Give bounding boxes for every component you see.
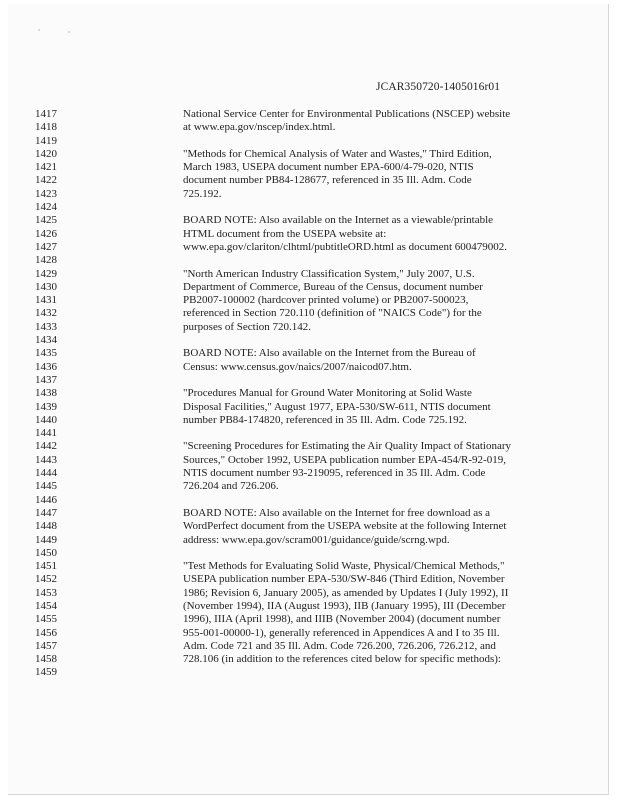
line-number: 1421	[35, 161, 57, 174]
line-number: 1424	[35, 201, 57, 214]
text-line: address: www.epa.gov/scram001/guidance/guide/scrng.wpd.	[183, 533, 450, 546]
text-line: 728.106 (in addition to the references cited below for specific methods):	[183, 653, 501, 666]
document-page	[8, 4, 609, 795]
line-number: 1419	[35, 134, 57, 147]
text-line: March 1983, USEPA document number EPA-600/4-79-020, NTIS	[183, 161, 474, 174]
line-number: 1437	[35, 373, 57, 386]
line-number: 1436	[35, 360, 57, 373]
line-number: 1441	[35, 427, 57, 440]
line-number: 1447	[35, 506, 57, 519]
line-number: 1455	[35, 613, 57, 626]
text-line: BOARD NOTE: Also available on the Internet from the Bureau of	[183, 347, 476, 360]
line-number: 1444	[35, 467, 57, 480]
text-line	[183, 334, 613, 347]
text-line: Department of Commerce, Bureau of the Census, document number	[183, 280, 483, 293]
text-line	[183, 666, 613, 679]
text-line: Census: www.census.gov/naics/2007/naicod07.htm.	[183, 360, 412, 373]
line-number: 1425	[35, 214, 57, 227]
line-number: 1422	[35, 174, 57, 187]
line-number: 1428	[35, 254, 57, 267]
text-line: "North American Industry Classification System," July 2007, U.S.	[183, 267, 475, 280]
line-number: 1427	[35, 240, 57, 253]
text-line	[183, 254, 613, 267]
line-number: 1457	[35, 639, 57, 652]
text-line: "Screening Procedures for Estimating the Air Quality Impact of Stationary	[183, 440, 511, 453]
text-line: number PB84-174820, referenced in 35 Ill. Adm. Code 725.192.	[183, 413, 467, 426]
text-line: BOARD NOTE: Also available on the Internet for free download as a	[183, 506, 490, 519]
text-line	[183, 374, 613, 387]
text-line: purposes of Section 720.142.	[183, 320, 312, 333]
text-line: 955-001-00000-1), generally referenced in Appendices A and I to 35 Ill.	[183, 626, 500, 639]
text-line: Sources," October 1992, USEPA publication number EPA-454/R-92-019,	[183, 453, 506, 466]
text-line: PB2007-100002 (hardcover printed volume) or PB2007-500023,	[183, 294, 469, 307]
text-line	[183, 427, 613, 440]
text-line: Disposal Facilities," August 1977, EPA-530/SW-611, NTIS document	[183, 400, 491, 413]
text-line: 1986; Revision 6, January 2005), as amended by Updates I (July 1992), II	[183, 586, 509, 599]
line-number: 1418	[35, 121, 57, 134]
text-line: "Methods for Chemical Analysis of Water and Wastes," Third Edition,	[183, 147, 492, 160]
text-line	[183, 494, 613, 507]
text-line: (November 1994), IIA (August 1993), IIB (January 1995), III (December	[183, 599, 506, 612]
line-number: 1443	[35, 453, 57, 466]
text-line: at www.epa.gov/nscep/index.html.	[183, 121, 336, 134]
line-number: 1442	[35, 440, 57, 453]
document-id: JCAR350720-1405016r01	[376, 81, 501, 93]
text-line: BOARD NOTE: Also available on the Internet as a viewable/printable	[183, 214, 494, 227]
text-line: referenced in Section 720.110 (definition of "NAICS Code") for the	[183, 307, 482, 320]
line-number: 1426	[35, 227, 57, 240]
text-line: "Procedures Manual for Ground Water Monitoring at Solid Waste	[183, 387, 472, 400]
text-line: "Test Methods for Evaluating Solid Waste, Physical/Chemical Methods,"	[183, 560, 505, 573]
text-line	[183, 135, 613, 148]
text-line: Adm. Code 721 and 35 Ill. Adm. Code 726.200, 726.206, 726.212, and	[183, 639, 496, 652]
text-line	[183, 547, 613, 560]
document-text	[183, 108, 613, 680]
line-number: 1438	[35, 387, 57, 400]
line-number: 1434	[35, 334, 57, 347]
line-number: 1452	[35, 573, 57, 586]
line-number: 1449	[35, 533, 57, 546]
text-line: www.epa.gov/clariton/clhtml/pubtitleORD.html as document 600479002.	[183, 240, 508, 253]
line-number: 1435	[35, 347, 57, 360]
line-number: 1430	[35, 280, 57, 293]
line-number: 1445	[35, 480, 57, 493]
text-line	[183, 201, 613, 214]
line-number: 1454	[35, 599, 57, 612]
line-number: 1446	[35, 493, 57, 506]
line-number: 1453	[35, 586, 57, 599]
line-number: 1432	[35, 307, 57, 320]
scan-specks	[38, 29, 78, 39]
text-line: WordPerfect document from the USEPA website at the following Internet	[183, 520, 507, 533]
text-line: USEPA publication number EPA-530/SW-846 (Third Edition, November	[183, 573, 505, 586]
line-number: 1459	[35, 666, 57, 679]
text-line: 726.204 and 726.206.	[183, 480, 279, 493]
line-number: 1440	[35, 413, 57, 426]
text-line: 725.192.	[183, 187, 222, 200]
line-number: 1429	[35, 267, 57, 280]
text-line: National Service Center for Environmental Publications (NSCEP) website	[183, 108, 511, 120]
line-number: 1439	[35, 400, 57, 413]
text-line: document number PB84-128677, referenced in 35 Ill. Adm. Code	[183, 174, 472, 187]
line-number: 1448	[35, 520, 57, 533]
line-number: 1458	[35, 653, 57, 666]
line-number: 1420	[35, 147, 57, 160]
text-line: 1996), IIIA (April 1998), and IIIB (November 2004) (document number	[183, 613, 501, 626]
line-number: 1451	[35, 560, 57, 573]
line-number: 1423	[35, 187, 57, 200]
line-number: 1456	[35, 626, 57, 639]
line-number: 1431	[35, 294, 57, 307]
text-line: HTML document from the USEPA website at:	[183, 227, 387, 240]
text-line: NTIS document number 93-219095, referenced in 35 Ill. Adm. Code	[183, 467, 486, 480]
line-number-column	[35, 108, 75, 680]
line-number: 1450	[35, 546, 57, 559]
line-number: 1433	[35, 320, 57, 333]
line-number: 1417	[35, 108, 57, 120]
